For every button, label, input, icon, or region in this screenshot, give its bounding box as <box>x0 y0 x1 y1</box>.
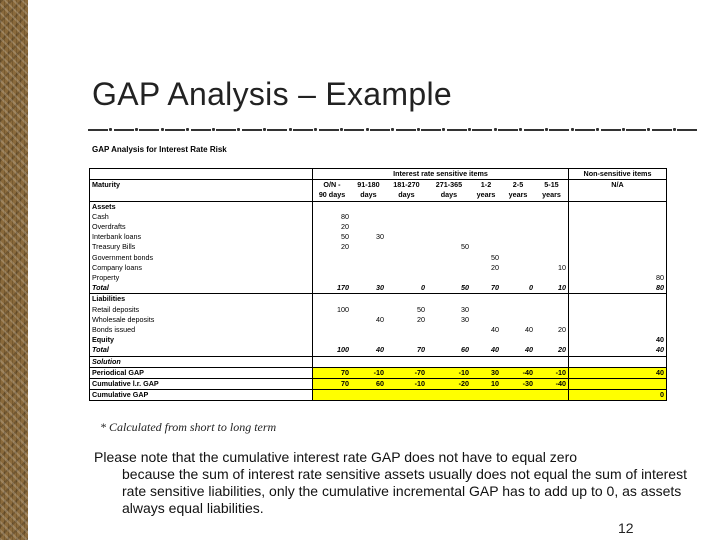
table-row <box>90 283 667 294</box>
row-label: Property <box>90 273 313 283</box>
table-cell <box>351 201 386 212</box>
table-cell: 70 <box>313 379 352 390</box>
table-cell <box>386 325 427 335</box>
table-cell <box>501 273 535 283</box>
table-cell <box>501 242 535 252</box>
row-label: Total <box>90 345 313 356</box>
table-cell: 30 <box>351 283 386 294</box>
table-cell: 20 <box>535 345 569 356</box>
row-label: Interbank loans <box>90 232 313 242</box>
table-cell: 30 <box>376 232 384 242</box>
table-cell-nonsensitive <box>569 232 667 242</box>
table-cell <box>351 242 386 252</box>
row-label: Government bonds <box>90 253 313 263</box>
table-cell <box>535 232 569 242</box>
table-cell: 10 <box>471 379 501 390</box>
table-cell: 70 <box>386 345 427 356</box>
table-cell-nonsensitive <box>569 263 667 273</box>
table-cell <box>471 212 501 222</box>
row-label: Periodical GAP <box>90 367 313 378</box>
table-cell <box>535 315 569 325</box>
table-cell: 30 <box>471 367 501 378</box>
table-cell <box>313 201 352 212</box>
table-cell <box>535 335 569 345</box>
table-row <box>90 253 667 263</box>
table-row <box>90 356 667 367</box>
table-row <box>90 263 667 273</box>
table-cell <box>351 335 386 345</box>
table-row <box>90 367 667 378</box>
table-cell-nonsensitive <box>569 305 667 315</box>
table-cell <box>313 253 352 263</box>
table-row <box>90 335 667 345</box>
table-cell <box>351 294 386 305</box>
table-cell <box>427 325 471 335</box>
table-cell: 20 <box>491 262 499 272</box>
table-cell-nonsensitive <box>569 356 667 367</box>
row-label: Bonds issued <box>90 325 313 335</box>
table-row <box>90 212 667 222</box>
explanatory-note <box>94 449 694 517</box>
table-cell <box>313 263 352 273</box>
table-cell-nonsensitive: 40 <box>569 345 667 356</box>
table-cell <box>351 273 386 283</box>
table-cell <box>386 222 427 232</box>
table-cell-nonsensitive: 80 <box>569 283 667 294</box>
table-header-row-1: Maturity O/N - 91-180 181-270 271-365 1-2 2-5 5-15 N/A <box>90 180 667 191</box>
table-cell <box>501 294 535 305</box>
table-cell: 80 <box>313 212 352 222</box>
table-cell: -40 <box>501 367 535 378</box>
row-label: Cash <box>90 212 313 222</box>
table-cell <box>313 325 352 335</box>
table-cell: -70 <box>386 367 427 378</box>
table-cell <box>471 294 501 305</box>
table-cell: 30 <box>461 304 469 314</box>
table-cell <box>351 263 386 273</box>
table-cell: 60 <box>427 345 471 356</box>
table-cell <box>386 212 427 222</box>
table-cell: 100 <box>313 305 352 315</box>
row-label: Equity <box>90 335 313 345</box>
table-cell: 40 <box>471 345 501 356</box>
table-cell: 50 <box>461 242 469 252</box>
table-cell: 40 <box>501 345 535 356</box>
row-label: Wholesale deposits <box>90 315 313 325</box>
table-row <box>90 325 667 335</box>
table-cell <box>427 356 471 367</box>
decorative-sidebar <box>0 0 28 540</box>
table-cell-nonsensitive <box>569 222 667 232</box>
table-cell <box>471 335 501 345</box>
table-row <box>90 222 667 232</box>
table-cell <box>351 212 386 222</box>
table-cell: 70 <box>471 283 501 294</box>
table-cell <box>501 390 535 401</box>
table-row <box>90 345 667 356</box>
table-cell <box>427 273 471 283</box>
table-cell <box>351 390 386 401</box>
table-cell <box>471 232 501 242</box>
table-cell <box>501 201 535 212</box>
row-label: Cumulative GAP <box>90 390 313 401</box>
table-cell: -30 <box>501 379 535 390</box>
table-cell: 170 <box>313 283 352 294</box>
table-cell <box>427 222 471 232</box>
table-cell <box>427 201 471 212</box>
table-cell <box>501 356 535 367</box>
table-cell-nonsensitive <box>569 325 667 335</box>
table-cell: 40 <box>491 325 499 335</box>
table-cell <box>501 263 535 273</box>
table-cell: -10 <box>351 367 386 378</box>
table-row <box>90 294 667 305</box>
table-cell <box>427 212 471 222</box>
table-cell-nonsensitive: 0 <box>569 390 667 401</box>
table-cell <box>386 232 427 242</box>
table-cell <box>501 253 535 263</box>
table-cell: -40 <box>535 379 569 390</box>
table-cell: 50 <box>417 304 425 314</box>
row-label: Retail deposits <box>90 305 313 315</box>
table-cell-nonsensitive <box>569 201 667 212</box>
table-cell <box>313 294 352 305</box>
table-cell <box>427 232 471 242</box>
table-cell: 20 <box>535 325 569 335</box>
table-cell <box>535 253 569 263</box>
table-cell <box>351 222 386 232</box>
table-cell <box>351 253 386 263</box>
table-cell <box>471 222 501 232</box>
table-cell <box>313 356 352 367</box>
row-label: Overdrafts <box>90 222 313 232</box>
table-caption: GAP Analysis for Interest Rate Risk <box>92 145 227 154</box>
table-cell-nonsensitive <box>569 253 667 263</box>
table-cell: 10 <box>535 263 569 273</box>
table-cell <box>471 356 501 367</box>
row-label: Total <box>90 283 313 294</box>
table-cell-nonsensitive <box>569 379 667 390</box>
table-cell: -10 <box>386 379 427 390</box>
table-cell-nonsensitive: 40 <box>569 367 667 378</box>
table-cell <box>427 294 471 305</box>
group-sensitive-header: Interest rate sensitive items <box>313 169 569 180</box>
table-cell: 40 <box>351 345 386 356</box>
table-cell <box>501 222 535 232</box>
table-cell <box>351 305 386 315</box>
table-row <box>90 201 667 212</box>
table-cell-nonsensitive: 80 <box>569 273 667 283</box>
table-cell: -10 <box>427 367 471 378</box>
table-row <box>90 273 667 283</box>
table-header-row-2: 90 days days days days years years years <box>90 190 667 201</box>
row-label: Treasury Bills <box>90 242 313 252</box>
table-cell <box>535 212 569 222</box>
row-label: Assets <box>90 201 313 212</box>
table-row <box>90 242 667 252</box>
table-cell: 20 <box>313 222 352 232</box>
table-cell <box>471 273 501 283</box>
table-cell <box>427 335 471 345</box>
row-label: Liabilities <box>90 294 313 305</box>
note-first-line: Please note that the cumulative interest rate GAP does not have to equal zero <box>94 449 578 465</box>
table-cell-nonsensitive <box>569 242 667 252</box>
table-header-group-row <box>90 169 667 180</box>
table-cell <box>535 201 569 212</box>
table-cell <box>471 315 501 325</box>
table-cell <box>386 242 427 252</box>
table-cell: 50 <box>313 232 352 242</box>
group-nonsensitive-header: Non-sensitive items <box>569 169 667 180</box>
table-cell <box>313 315 352 325</box>
note-continuation: because the sum of interest rate sensitive assets usually does not equal the sum of interest rate sensitive liabilities, only the cumulative incremental GAP has to add up to 0, as assets always equal liabilities. <box>122 466 687 516</box>
table-cell <box>535 294 569 305</box>
title-divider <box>88 128 698 132</box>
table-cell: 60 <box>351 379 386 390</box>
table-cell: 10 <box>535 283 569 294</box>
table-cell <box>386 263 427 273</box>
table-cell <box>386 273 427 283</box>
table-cell <box>501 335 535 345</box>
table-cell-nonsensitive <box>569 315 667 325</box>
table-cell <box>386 356 427 367</box>
maturity-label: Maturity <box>90 180 313 191</box>
table-cell <box>535 273 569 283</box>
table-row <box>90 315 667 325</box>
table-cell <box>386 201 427 212</box>
table-cell <box>501 212 535 222</box>
table-cell <box>535 356 569 367</box>
table-cell <box>386 390 427 401</box>
table-cell: 40 <box>376 314 384 324</box>
table-cell <box>351 325 386 335</box>
table-footnote: * Calculated from short to long term <box>100 420 277 434</box>
table-cell <box>535 222 569 232</box>
table-cell <box>313 390 352 401</box>
table-cell <box>427 253 471 263</box>
table-cell: 0 <box>386 283 427 294</box>
table-cell: 50 <box>491 252 499 262</box>
table-cell: -20 <box>427 379 471 390</box>
table-cell: -10 <box>535 367 569 378</box>
table-row <box>90 232 667 242</box>
table-cell <box>313 273 352 283</box>
table-cell <box>471 201 501 212</box>
table-cell: 20 <box>417 314 425 324</box>
table-cell-nonsensitive: 40 <box>569 335 667 345</box>
table-cell-nonsensitive <box>569 212 667 222</box>
table-row <box>90 379 667 390</box>
page-number: 12 <box>618 520 634 536</box>
row-label: Cumulative l.r. GAP <box>90 379 313 390</box>
table-cell <box>535 390 569 401</box>
gap-table <box>89 168 667 401</box>
table-cell <box>471 305 501 315</box>
table-cell <box>427 390 471 401</box>
table-cell <box>386 294 427 305</box>
table-cell <box>351 356 386 367</box>
table-cell: 30 <box>461 314 469 324</box>
table-cell: 20 <box>313 242 352 252</box>
table-row <box>90 390 667 401</box>
table-cell <box>427 263 471 273</box>
row-label: Solution <box>90 356 313 367</box>
table-cell: 40 <box>525 325 533 335</box>
row-label: Company loans <box>90 263 313 273</box>
slide-title: GAP Analysis – Example <box>92 76 452 112</box>
table-cell <box>501 232 535 242</box>
table-cell <box>501 315 535 325</box>
table-cell <box>471 390 501 401</box>
table-cell <box>386 253 427 263</box>
table-cell <box>386 335 427 345</box>
table-cell: 100 <box>313 345 352 356</box>
table-cell <box>535 305 569 315</box>
table-cell <box>313 335 352 345</box>
table-cell-nonsensitive <box>569 294 667 305</box>
table-cell: 0 <box>501 283 535 294</box>
table-cell <box>471 242 501 252</box>
table-cell <box>535 242 569 252</box>
table-row <box>90 305 667 315</box>
table-cell: 70 <box>313 367 352 378</box>
table-cell <box>501 305 535 315</box>
table-cell: 50 <box>427 283 471 294</box>
